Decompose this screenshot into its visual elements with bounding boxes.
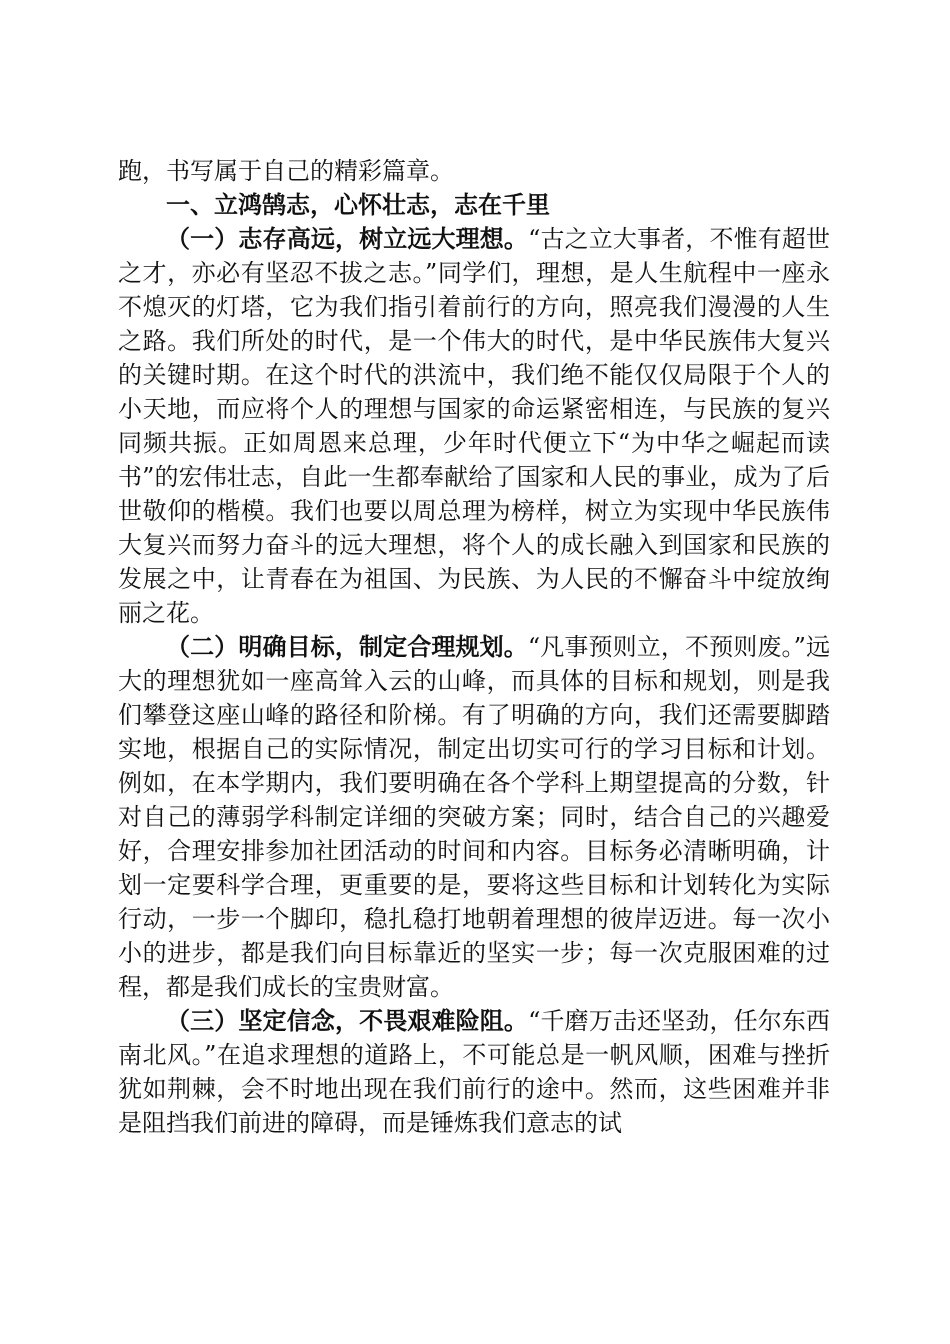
continuation-paragraph: 跑，书写属于自己的精彩篇章。 [118,157,454,185]
paragraph-1 [118,222,830,630]
paragraph-3-lead: （三）坚定信念，不畏艰难险阻。 [166,1006,529,1035]
paragraph-3 [118,1004,830,1140]
paragraph-3-body: “千磨万击还坚劲，任尔东西南北风。”在追求理想的道路上，不可能总是一帆风顺，困难与挫折犹如荆棘，会不时地出现在我们前行的途中。然而，这些困难并非是阻挡我们前进的障碍，而是锤炼我们意志的试 [118,1007,830,1137]
paragraph-2 [118,630,830,1004]
document-body [118,154,830,1140]
paragraph-1-body: “古之立大事者，不惟有超世之才，亦必有坚忍不拔之志。”同学们，理想，是人生航程中一座永不熄灭的灯塔，它为我们指引着前行的方向，照亮我们漫漫的人生之路。我们所处的时代，是一个伟大的时代，是中华民族伟大复兴的关键时期。在这个时代的洪流中，我们绝不能仅仅局限于个人的小天地，而应将个人的理想与国家的命运紧密相连，与民族的复兴同频共振。正如周恩来总理，少年时代便立下“为中华之崛起而读书”的宏伟壮志，自此一生都奉献给了国家和人民的事业，成为了后世敬仰的楷模。我们也要以周总理为榜样，树立为实现中华民族伟大复兴而努力奋斗的远大理想，将个人的成长融入到国家和民族的发展之中，让青春在为祖国、为民族、为人民的不懈奋斗中绽放绚丽之花。 [118,225,830,627]
paragraph-2-body: “凡事预则立，不预则废。”远大的理想犹如一座高耸入云的山峰，而具体的目标和规划，则是我们攀登这座山峰的路径和阶梯。有了明确的方向，我们还需要脚踏实地，根据自己的实际情况，制定出切实可行的学习目标和计划。例如，在本学期内，我们要明确在各个学科上期望提高的分数，针对自己的薄弱学科制定详细的突破方案；同时，结合自己的兴趣爱好，合理安排参加社团活动的时间和内容。目标务必清晰明确，计划一定要科学合理，更重要的是，要将这些目标和计划转化为实际行动，一步一个脚印，稳扎稳打地朝着理想的彼岸迈进。每一次小小的进步，都是我们向目标靠近的坚实一步；每一次克服困难的过程，都是我们成长的宝贵财富。 [118,633,831,1001]
paragraph-1-lead: （一）志存高远，树立远大理想。 [166,224,529,253]
paragraph-2-lead: （二）明确目标，制定合理规划。 [166,632,528,661]
section-heading: 一、立鸿鹄志，心怀壮志，志在千里 [166,191,550,219]
